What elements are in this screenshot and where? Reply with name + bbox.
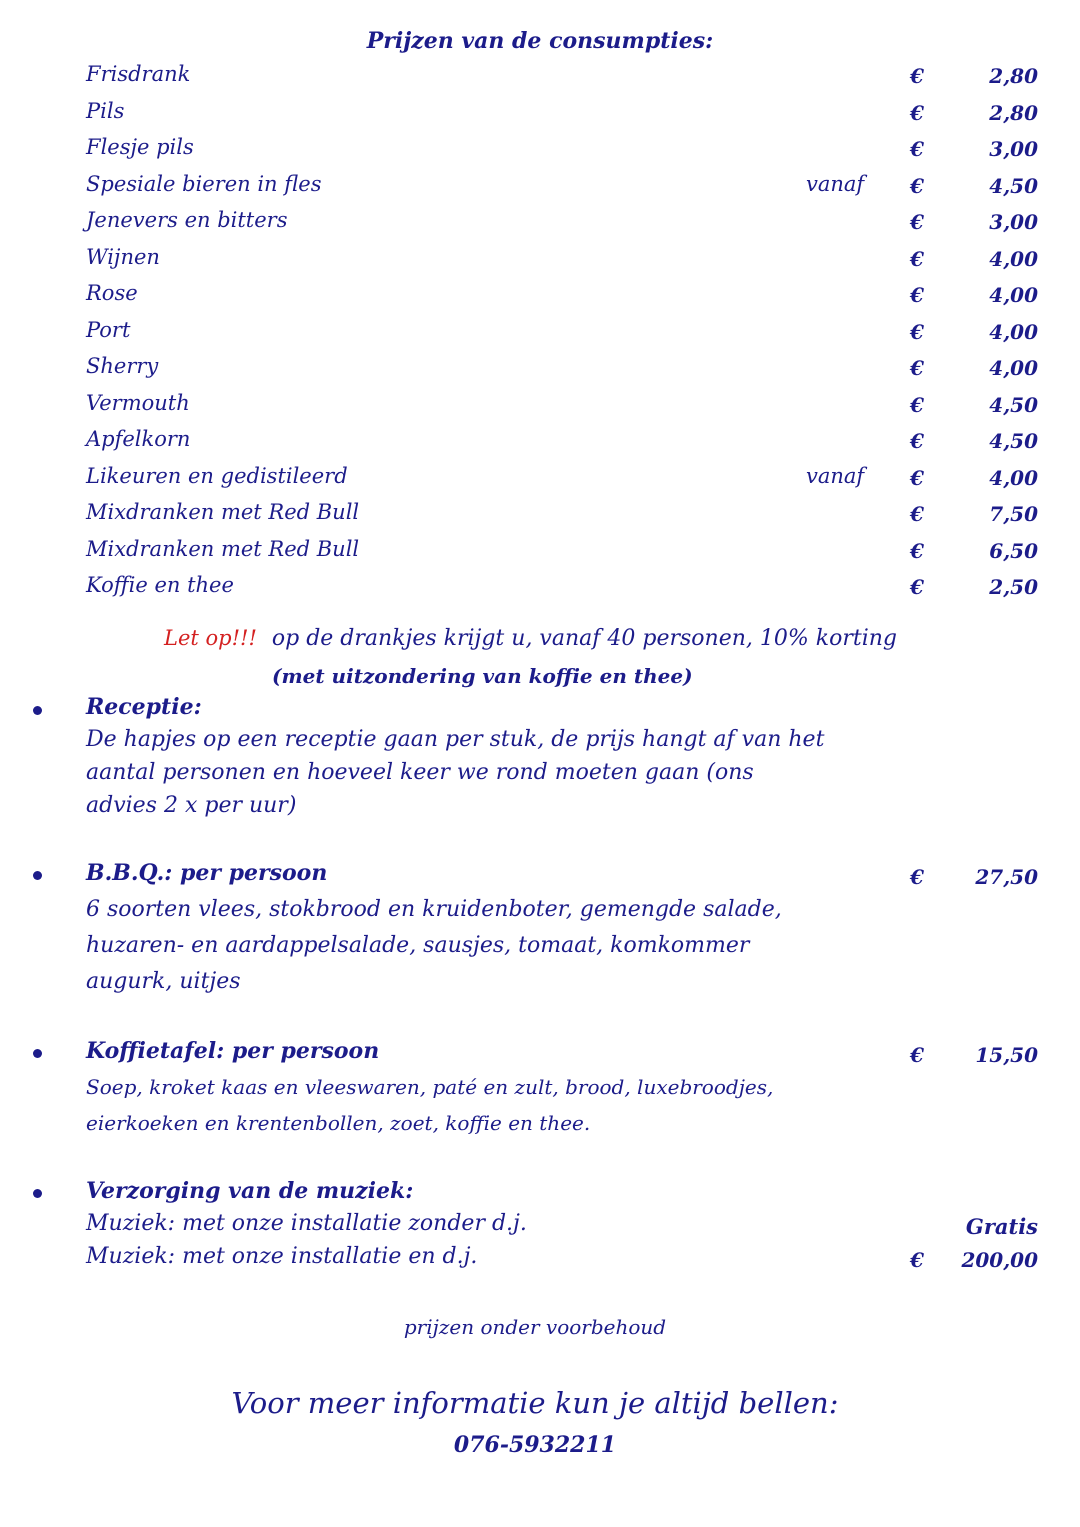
drink-name: Apfelkorn bbox=[86, 427, 191, 451]
euro-sign: € bbox=[910, 210, 924, 234]
bullet-icon bbox=[33, 1049, 42, 1058]
drink-name: Vermouth bbox=[86, 390, 190, 415]
koffietafel-line: eierkoeken en krentenbollen, zoet, koffie en thee. bbox=[86, 1111, 591, 1135]
drink-row bbox=[0, 135, 1080, 169]
drink-price: 4,50 bbox=[989, 392, 1038, 417]
drink-price: 7,50 bbox=[989, 502, 1038, 526]
receptie-line: De hapjes op een receptie gaan per stuk, de prijs hangt af van het bbox=[86, 727, 825, 752]
drink-name: Spesiale bieren in fles bbox=[86, 171, 322, 196]
drink-name: Mixdranken met Red Bull bbox=[86, 536, 360, 561]
muziek-price-free: Gratis bbox=[965, 1214, 1038, 1239]
discount-notice bbox=[164, 626, 897, 651]
bbq-line: augurk, uitjes bbox=[86, 969, 241, 994]
drink-price: 4,00 bbox=[989, 283, 1038, 307]
euro-sign: € bbox=[910, 429, 924, 453]
euro-sign: € bbox=[910, 283, 924, 307]
drink-name: Rose bbox=[86, 281, 138, 305]
euro-sign: € bbox=[910, 538, 924, 563]
euro-sign: € bbox=[910, 64, 924, 88]
drink-row bbox=[0, 318, 1080, 352]
euro-sign: € bbox=[910, 502, 924, 526]
euro-sign: € bbox=[910, 100, 924, 125]
drink-row bbox=[0, 62, 1080, 96]
drink-price: 4,00 bbox=[989, 246, 1038, 271]
drink-price: 4,50 bbox=[989, 173, 1038, 198]
bullet-icon bbox=[33, 1189, 42, 1198]
drink-row bbox=[0, 500, 1080, 534]
drink-price: 3,00 bbox=[989, 137, 1038, 161]
drink-row bbox=[0, 354, 1080, 388]
discount-text: op de drankjes krijgt u, vanaf 40 personen, 10% korting bbox=[271, 626, 897, 651]
contact-heading: Voor meer informatie kun je altijd bellen: bbox=[231, 1386, 839, 1420]
drink-row bbox=[0, 208, 1080, 242]
bullet-icon bbox=[33, 706, 42, 715]
phone-number: 076-5932211 bbox=[453, 1432, 617, 1458]
drink-price: 2,80 bbox=[989, 64, 1038, 88]
euro-sign: € bbox=[910, 392, 924, 417]
euro-sign: € bbox=[910, 246, 924, 271]
receptie-heading: Receptie: bbox=[86, 694, 202, 720]
drink-row bbox=[0, 245, 1080, 279]
drink-row bbox=[0, 99, 1080, 133]
drink-name: Pils bbox=[86, 98, 125, 123]
euro-sign: € bbox=[910, 575, 924, 599]
drink-row bbox=[0, 537, 1080, 571]
euro-sign: € bbox=[910, 173, 924, 198]
bbq-heading: B.B.Q.: per persoon bbox=[86, 860, 328, 886]
drink-name: Mixdranken met Red Bull bbox=[86, 500, 360, 524]
drink-row bbox=[0, 391, 1080, 425]
drink-row bbox=[0, 281, 1080, 315]
drink-name: Frisdrank bbox=[86, 62, 191, 86]
muziek-heading: Verzorging van de muziek: bbox=[86, 1178, 414, 1204]
drink-row bbox=[0, 464, 1080, 498]
drink-name: Jenevers en bitters bbox=[86, 208, 288, 232]
drink-name: Likeuren en gedistileerd bbox=[86, 463, 348, 488]
euro-sign: € bbox=[910, 1248, 924, 1272]
warning-label: Let op!!! bbox=[164, 626, 257, 650]
drink-price: 4,50 bbox=[989, 429, 1038, 453]
euro-sign: € bbox=[910, 356, 924, 380]
drink-price: 4,00 bbox=[989, 319, 1038, 344]
receptie-line: aantal personen en hoeveel keer we rond moeten gaan (ons bbox=[86, 760, 754, 785]
koffietafel-heading: Koffietafel: per persoon bbox=[86, 1038, 380, 1064]
receptie-line: advies 2 x per uur) bbox=[86, 793, 297, 818]
vanaf-label: vanaf bbox=[806, 463, 865, 488]
drink-row bbox=[0, 427, 1080, 461]
drink-price: 4,00 bbox=[989, 465, 1038, 490]
euro-sign: € bbox=[910, 1043, 924, 1067]
drink-row bbox=[0, 573, 1080, 607]
drink-row bbox=[0, 172, 1080, 206]
drink-name: Port bbox=[86, 317, 131, 342]
muziek-line-no-dj: Muziek: met onze installatie zonder d.j. bbox=[86, 1211, 527, 1236]
euro-sign: € bbox=[910, 137, 924, 161]
drink-name: Sherry bbox=[86, 354, 159, 378]
muziek-price-dj: 200,00 bbox=[961, 1248, 1038, 1272]
drink-name: Flesje pils bbox=[86, 135, 194, 159]
euro-sign: € bbox=[910, 865, 924, 889]
drink-price: 6,50 bbox=[989, 538, 1038, 563]
price-disclaimer: prijzen onder voorbehoud bbox=[403, 1315, 667, 1339]
koffietafel-line: Soep, kroket kaas en vleeswaren, paté en zult, brood, luxebroodjes, bbox=[86, 1075, 774, 1099]
bbq-price: 27,50 bbox=[975, 865, 1038, 889]
drink-price: 3,00 bbox=[989, 210, 1038, 234]
vanaf-label: vanaf bbox=[806, 171, 865, 196]
page-title: Prijzen van de consumpties: bbox=[366, 28, 714, 54]
drink-name: Wijnen bbox=[86, 244, 160, 269]
drink-price: 4,00 bbox=[989, 356, 1038, 380]
euro-sign: € bbox=[910, 319, 924, 344]
discount-exception: (met uitzondering van koffie en thee) bbox=[272, 664, 693, 688]
muziek-line-dj: Muziek: met onze installatie en d.j. bbox=[86, 1244, 478, 1269]
bbq-line: huzaren- en aardappelsalade, sausjes, tomaat, komkommer bbox=[86, 933, 750, 958]
bullet-icon bbox=[33, 871, 42, 880]
koffietafel-price: 15,50 bbox=[975, 1043, 1038, 1067]
bbq-line: 6 soorten vlees, stokbrood en kruidenboter, gemengde salade, bbox=[86, 897, 782, 922]
drink-price: 2,50 bbox=[989, 575, 1038, 599]
drink-name: Koffie en thee bbox=[86, 573, 234, 597]
drink-price: 2,80 bbox=[989, 100, 1038, 125]
euro-sign: € bbox=[910, 465, 924, 490]
